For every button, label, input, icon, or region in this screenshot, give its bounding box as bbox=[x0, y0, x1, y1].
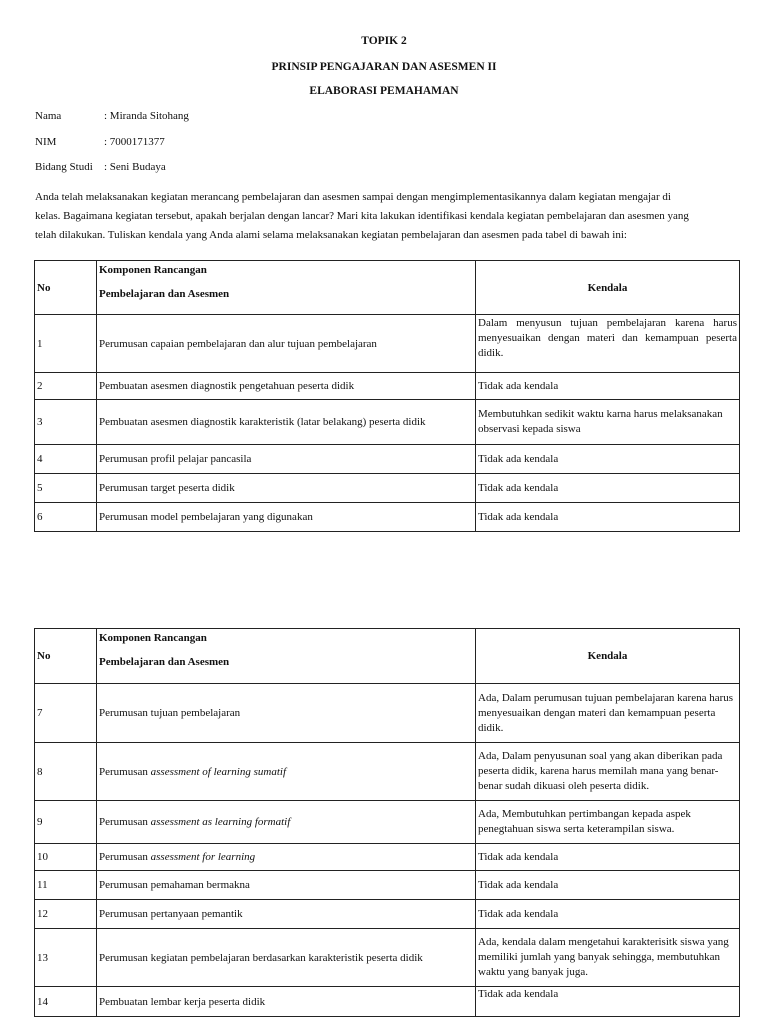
header-no: No bbox=[35, 629, 97, 684]
header-komponen-line2: Pembelajaran dan Asesmen bbox=[99, 656, 230, 668]
row-komponen bbox=[97, 987, 476, 1017]
row-komponen: Perumusan model pembelajaran yang digunakan bbox=[97, 503, 476, 532]
nama-value: : Miranda Sitohang bbox=[104, 110, 189, 122]
header-kendala: Kendala bbox=[476, 629, 740, 684]
row-komponen bbox=[97, 929, 476, 987]
doc-title: PRINSIP PENGAJARAN DAN ASESMEN II bbox=[271, 61, 497, 73]
table-row bbox=[35, 743, 740, 801]
row-no: 13 bbox=[35, 929, 97, 987]
row-komponen bbox=[97, 801, 476, 844]
table-row bbox=[35, 503, 740, 532]
row-no: 10 bbox=[35, 844, 97, 871]
header-komponen-line1: Komponen Rancangan bbox=[99, 632, 207, 644]
row-komponen: Pembuatan asesmen diagnostik pengetahuan peserta didik bbox=[97, 373, 476, 400]
header-komponen-line2: Pembelajaran dan Asesmen bbox=[99, 288, 230, 300]
table-row bbox=[35, 315, 740, 373]
row-kendala: Membutuhkan sedikit waktu karna harus melaksanakan observasi kepada siswa bbox=[476, 400, 740, 445]
row-no: 7 bbox=[35, 684, 97, 743]
nim-label: NIM bbox=[35, 136, 57, 148]
komponen-italic: assessment for learning bbox=[150, 851, 256, 863]
row-komponen: Perumusan capaian pembelajaran dan alur tujuan pembelajaran bbox=[97, 315, 476, 373]
row-kendala: Tidak ada kendala bbox=[476, 373, 740, 400]
header-komponen bbox=[97, 629, 476, 684]
row-komponen: Perumusan target peserta didik bbox=[97, 474, 476, 503]
komponen-text: Perumusan kegiatan pembelajaran berdasarkan karakteristik peserta didik bbox=[99, 951, 423, 964]
row-no: 3 bbox=[35, 400, 97, 445]
intro-line-1: Anda telah melaksanakan kegiatan merancang pembelajaran dan asesmen sampai dengan mengimplementasikannya dalam kegiatan mengajar di bbox=[35, 191, 671, 203]
row-no: 12 bbox=[35, 900, 97, 929]
kendala-table-1 bbox=[34, 260, 740, 532]
intro-paragraph bbox=[35, 188, 740, 245]
row-no: 5 bbox=[35, 474, 97, 503]
header-komponen bbox=[97, 261, 476, 315]
row-kendala: Ada, Dalam penyusunan soal yang akan diberikan pada peserta didik, karena harus memilah mana yang benar-benar sudah dikuasi oleh peserta didik. bbox=[476, 743, 740, 801]
row-no: 14 bbox=[35, 987, 97, 1017]
row-komponen bbox=[97, 684, 476, 743]
row-komponen: Perumusan profil pelajar pancasila bbox=[97, 445, 476, 474]
row-no: 1 bbox=[35, 315, 97, 373]
header-komponen-line1: Komponen Rancangan bbox=[99, 264, 207, 276]
header-kendala: Kendala bbox=[476, 261, 740, 315]
row-kendala: Dalam menyusun tujuan pembelajaran karena harus menyesuaikan dengan materi dan kemampuan peserta didik. bbox=[476, 315, 740, 373]
komponen-text: Perumusan tujuan pembelajaran bbox=[99, 707, 241, 719]
row-komponen bbox=[97, 844, 476, 871]
table-row bbox=[35, 987, 740, 1017]
table-row bbox=[35, 801, 740, 844]
row-kendala: Tidak ada kendala bbox=[476, 987, 740, 1017]
table-row bbox=[35, 844, 740, 871]
row-kendala: Ada, kendala dalam mengetahui karakterisitk siswa yang memiliki jumlah yang banyak sehingga, membutuhkan waktu yang banyak juga. bbox=[476, 929, 740, 987]
bidang-studi-value: : Seni Budaya bbox=[104, 161, 166, 173]
row-no: 9 bbox=[35, 801, 97, 844]
table-header-row bbox=[35, 261, 740, 315]
intro-line-2: kelas. Bagaimana kegiatan tersebut, apakah berjalan dengan lancar? Mari kita lakukan identifikasi kendala kegiatan pembelajaran dan asesmen yang bbox=[35, 210, 689, 222]
table-row bbox=[35, 871, 740, 900]
intro-line-3: telah dilakukan. Tuliskan kendala yang Anda alami selama melaksanakan kegiatan pembelajaran dan asesmen pada tabel di bawah ini: bbox=[35, 229, 627, 241]
row-kendala: Tidak ada kendala bbox=[476, 445, 740, 474]
row-kendala: Tidak ada kendala bbox=[476, 871, 740, 900]
komponen-text: Perumusan pemahaman bermakna bbox=[99, 879, 250, 891]
table-row bbox=[35, 900, 740, 929]
row-kendala: Tidak ada kendala bbox=[476, 844, 740, 871]
row-no: 6 bbox=[35, 503, 97, 532]
komponen-italic: assessment as learning formatif bbox=[150, 816, 291, 828]
table-header-row bbox=[35, 629, 740, 684]
table-row bbox=[35, 929, 740, 987]
doc-topic: TOPIK 2 bbox=[361, 35, 407, 47]
nama-label: Nama bbox=[35, 110, 62, 122]
komponen-italic: assessment of learning sumatif bbox=[150, 765, 287, 778]
row-no: 4 bbox=[35, 445, 97, 474]
table-row bbox=[35, 684, 740, 743]
row-komponen: Pembuatan asesmen diagnostik karakteristik (latar belakang) peserta didik bbox=[97, 400, 476, 445]
row-no: 8 bbox=[35, 743, 97, 801]
table-row bbox=[35, 445, 740, 474]
komponen-text: Perumusan pertanyaan pemantik bbox=[99, 908, 243, 920]
header-no: No bbox=[35, 261, 97, 315]
row-komponen bbox=[97, 743, 476, 801]
komponen-text: Perumusan bbox=[99, 765, 151, 778]
komponen-text: Pembuatan lembar kerja peserta didik bbox=[99, 995, 266, 1008]
bidang-studi-label: Bidang Studi bbox=[35, 161, 93, 173]
row-no: 2 bbox=[35, 373, 97, 400]
row-komponen bbox=[97, 900, 476, 929]
row-kendala: Tidak ada kendala bbox=[476, 474, 740, 503]
komponen-text: Perumusan bbox=[99, 851, 151, 863]
table-row bbox=[35, 400, 740, 445]
row-no: 11 bbox=[35, 871, 97, 900]
kendala-table-2 bbox=[34, 628, 740, 1017]
komponen-text: Perumusan bbox=[99, 816, 151, 828]
doc-subtitle: ELABORASI PEMAHAMAN bbox=[309, 85, 459, 97]
table-row bbox=[35, 373, 740, 400]
nim-value: : 7000171377 bbox=[104, 136, 165, 148]
row-kendala: Tidak ada kendala bbox=[476, 900, 740, 929]
row-komponen bbox=[97, 871, 476, 900]
row-kendala: Ada, Dalam perumusan tujuan pembelajaran karena harus menyesuaikan dengan materi dan kemampuan peserta didik. bbox=[476, 684, 740, 743]
row-kendala: Tidak ada kendala bbox=[476, 503, 740, 532]
row-kendala: Ada, Membutuhkan pertimbangan kepada aspek penegtahuan siswa serta keterampilan siswa. bbox=[476, 801, 740, 844]
table-row bbox=[35, 474, 740, 503]
